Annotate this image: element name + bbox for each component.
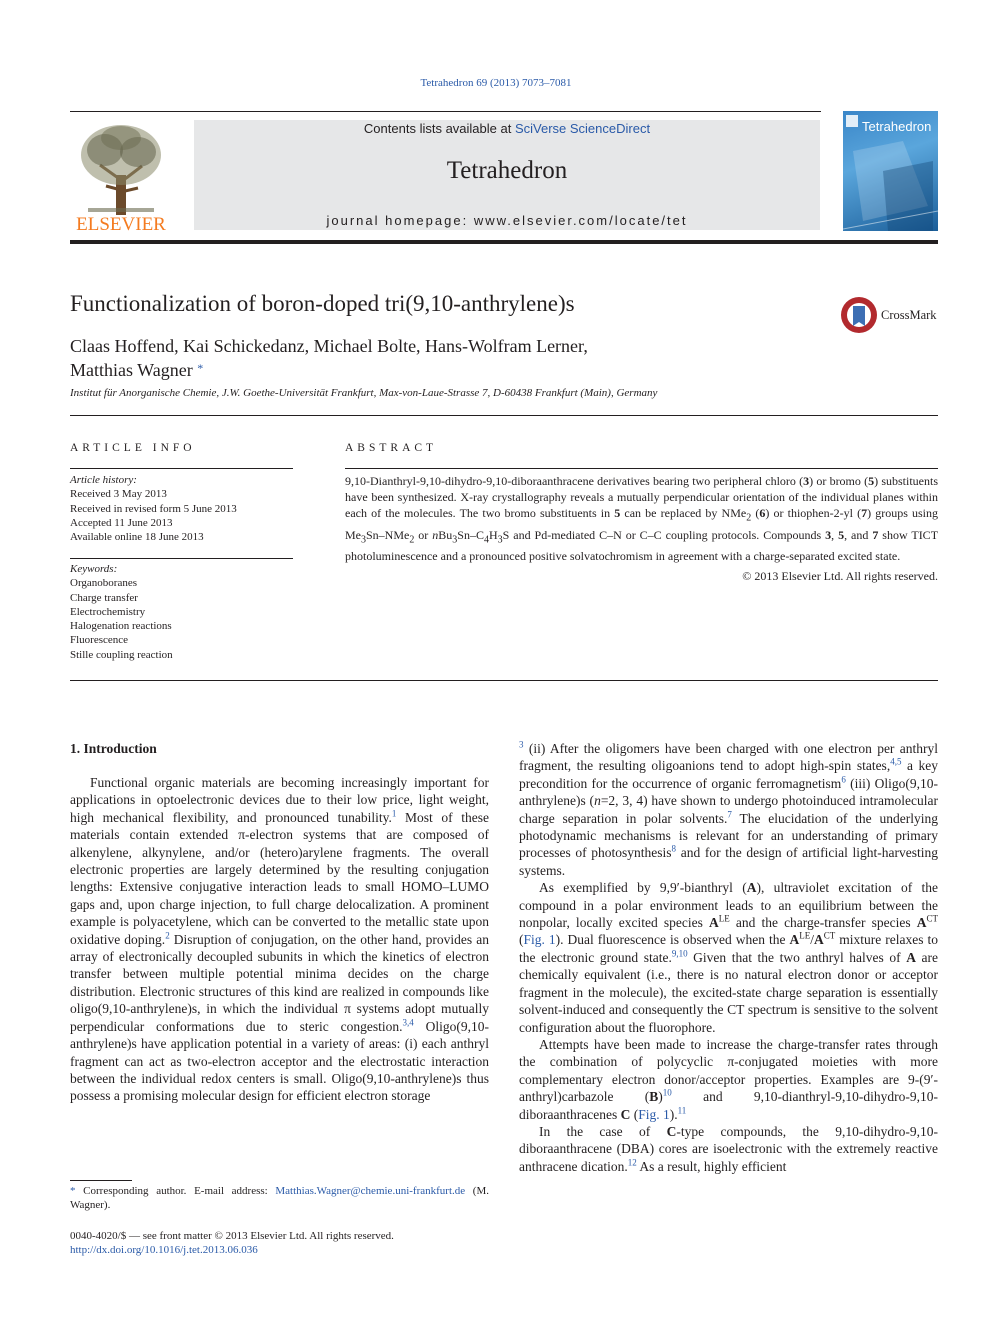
reference-link[interactable]: 8: [671, 843, 677, 854]
doi-link[interactable]: http://dx.doi.org/10.1016/j.tet.2013.06.036: [70, 1244, 258, 1256]
reference-link[interactable]: 9,10: [671, 948, 688, 959]
keyword-item: Organoboranes: [70, 577, 137, 590]
history-revised: Received in revised form 5 June 2013: [70, 502, 237, 515]
corresponding-author-footnote: * Corresponding author. E-mail address: Matthias.Wagner@chemie.uni-frankfurt.de (M. Wagner).: [70, 1185, 489, 1212]
reference-link[interactable]: 4,5: [890, 756, 902, 767]
history-received: Received 3 May 2013: [70, 488, 167, 501]
article-title: Functionalization of boron-doped tri(9,10-anthrylene)s: [70, 291, 575, 316]
intro-paragraph-2: As exemplified by 9,9′-bianthryl (A), ultraviolet excitation of the compound in a polar environment leads to an equilibrium between the nonpolar, locally excited species $A^{LE}$ and the charge-transfer species $A^{CT}$ (Fig. 1). Dual fluorescence is observed when the $A^{LE}/A^{CT}$ mixture relaxes to the electronic ground state.$^{9,10}$ Given that the two anthryl halves of A are chemically equivalent (i.e., there is no natural electron donor or acceptor fragment in the molecule), the excited-state charge separation is essentially solvent-induced and consequently the CT spectrum is sensitive to the solvent configuration about the fluorophore.: [519, 880, 938, 1035]
masthead-top-rule: [70, 111, 821, 112]
crossmark-label: CrossMark: [881, 308, 937, 322]
history-accepted: Accepted 11 June 2013: [70, 516, 173, 529]
keyword-item: Fluorescence: [70, 634, 129, 647]
affiliation: Institut für Anorganische Chemie, J.W. Goethe-Universität Frankfurt, Max-von-Laue-Strasse 7, D-60438 Frankfurt (Main), Germany: [70, 387, 658, 399]
corresponding-author-mark[interactable]: *: [197, 361, 204, 375]
masthead-bottom-rule: [70, 240, 938, 244]
figure-link[interactable]: Fig. 1: [523, 932, 556, 948]
homepage-link[interactable]: www.elsevier.com/locate/tet: [473, 213, 688, 228]
crossmark-icon: [840, 296, 878, 334]
section-heading-introduction: 1. Introduction: [70, 741, 157, 756]
keyword-item: Charge transfer: [70, 591, 138, 604]
elsevier-tree-icon: [70, 120, 172, 232]
abstract-heading: ABSTRACT: [345, 442, 438, 454]
reference-link[interactable]: 7: [727, 809, 732, 820]
reference-link[interactable]: 1: [391, 808, 397, 819]
front-matter-notice: [70, 1229, 394, 1257]
elsevier-wordmark: ELSEVIER: [76, 214, 166, 232]
sciencedirect-link[interactable]: SciVerse ScienceDirect: [514, 121, 651, 136]
journal-homepage: [194, 213, 820, 228]
author-list: [70, 335, 690, 381]
reference-link[interactable]: 12: [627, 1157, 637, 1168]
footnote-rule: [70, 1180, 132, 1181]
abstract-copyright: © 2013 Elsevier Ltd. All rights reserved.: [742, 569, 938, 583]
abstract-text: 9,10-Dianthryl-9,10-dihydro-9,10-diboraanthracene derivatives bearing two peripheral chloro (3) or bromo (5) substituents have been synthesized. X-ray crystallography reveals a mutually perpendicular orientation of the individual planes within each of the molecules. The two bromo substituents in 5 can be replaced by NMe$_2$ (6) or thiophen-2-yl (7) groups using $Me_3Sn-NMe_2$ or $nBu_3Sn-C_4H_3S$ and Pd-mediated C–N or C–C coupling protocols. Compounds 3, 5, and 7 show TICT photoluminescence and a pronounced positive solvatochromism in agreement with a charge-separated excited state.: [345, 474, 939, 564]
crossmark-button[interactable]: [840, 296, 940, 334]
cover-title: Tetrahedron: [862, 119, 932, 134]
authors-line-2: Matthias Wagner: [70, 360, 193, 380]
intro-paragraph-1: Functional organic materials are becoming increasingly important for applications in optoelectronic devices due to their low price, light weight, high mechanical flexibility, and pronounced tunability.$^1$ Most of these materials contain extended π-electron systems that are composed of alkenylene, alkynylene, and/or (hetero)arylene fragments. The overall electronic properties are largely determined by the resulting conjugation lengths: Extensive conjugative interaction leads to small HOMO–LUMO gaps and, upon charge injection, to full charge delocalization. A prominent example is polyacetylene, which can be converted to the metallic state upon oxidative doping.$^2$ Disruption of conjugation, on the other hand, provides an array of electronically decoupled subunits in which the kinetics of electron transfer between multiple potential minima decides on the charge distribution. Electronic structures of this kind are realized in compounds like oligo(9,10-anthrylene)s, in which the individual π systems adopt mutually perpendicular conformations due to steric congestion.$^{3,4}$ Oligo(9,10-anthrylene)s have application potential in a variety of areas: (i) each anthryl fragment can act as two-electron acceptor and the electrostatic interaction between the individual redox centers is small. Oligo(9,10-anthrylene)s thus possess a promising molecular design for efficient electron storage: [70, 775, 489, 1104]
keywords-rule: [70, 558, 293, 559]
issn-line: 0040-4020/$ — see front matter © 2013 Elsevier Ltd. All rights reserved.: [70, 1230, 394, 1242]
body-column-left: [70, 774, 489, 1105]
footnote-mark: *: [70, 1185, 76, 1197]
abstract-rule: [345, 468, 938, 469]
reference-link[interactable]: 3,4: [402, 1017, 414, 1028]
reference-link[interactable]: 11: [677, 1105, 687, 1116]
author-email-link[interactable]: Matthias.Wagner@chemie.uni-frankfurt.de: [275, 1185, 466, 1197]
reference-link[interactable]: 10: [662, 1087, 672, 1098]
journal-name: Tetrahedron: [446, 157, 568, 184]
intro-paragraph-4: In the case of C-type compounds, the 9,10-dihydro-9,10-diboraanthracene (DBA) cores are isoelectronic with the extremely reactive anthracene dication.$^{12}$ As a result, highly efficient: [519, 1123, 938, 1174]
keyword-item: Stille coupling reaction: [70, 648, 173, 661]
reference-link[interactable]: 6: [841, 774, 846, 785]
intro-paragraph-3: Attempts have been made to increase the charge-transfer rates through the combination of polycyclic π-conjugated moieties with more complementary electron donor/acceptor properties. Examples are 9-(9′-anthryl)carbazole (B)$^{10}$ and 9,10-dianthryl-9,10-dihydro-9,10-diboraanthracenes C (Fig. 1).$^{11}$: [519, 1036, 938, 1122]
reference-link[interactable]: 2: [165, 930, 170, 941]
front-matter-divider: [70, 680, 938, 681]
intro-paragraph-1-continued: $^3$ (ii) After the oligomers have been charged with one electron per anthryl fragment, the resulting oligoanions tend to adopt high-spin states,$^{4,5}$ a key precondition for the occurrence of organic ferromagnetism$^6$ (iii) Oligo(9,10-anthrylene)s (n=2, 3, 4) have shown to undergo photoinduced intramolecular charge separation in polar solvents.$^7$ The elucidation of the underlying photodynamic mechanisms is relevant for an understanding of primary processes of photosynthesis$^8$ and for the design of artificial light-harvesting systems.: [519, 739, 939, 878]
article-info-heading: ARTICLE INFO: [70, 442, 196, 454]
history-online: Available online 18 June 2013: [70, 531, 204, 544]
keyword-item: Electrochemistry: [70, 605, 146, 618]
figure-link[interactable]: Fig. 1: [638, 1106, 670, 1122]
article-info-rule: [70, 468, 293, 469]
contents-line: [194, 121, 820, 136]
keyword-item: Halogenation reactions: [70, 620, 172, 633]
authors-line-1: Claas Hoffend, Kai Schickedanz, Michael Bolte, Hans-Wolfram Lerner,: [70, 336, 588, 356]
elsevier-logo: [70, 120, 172, 232]
history-label: Article history:: [70, 474, 137, 486]
article-history: [70, 473, 300, 544]
keywords-label: Keywords:: [70, 563, 118, 575]
reference-link[interactable]: 3: [519, 739, 524, 750]
header-divider: [70, 415, 938, 416]
journal-citation[interactable]: Tetrahedron 69 (2013) 7073–7081: [420, 77, 572, 89]
homepage-prefix: journal homepage:: [326, 213, 474, 228]
body-column-right: [519, 740, 938, 1175]
contents-prefix: Contents lists available at: [363, 121, 515, 136]
keywords-list: [70, 562, 300, 662]
